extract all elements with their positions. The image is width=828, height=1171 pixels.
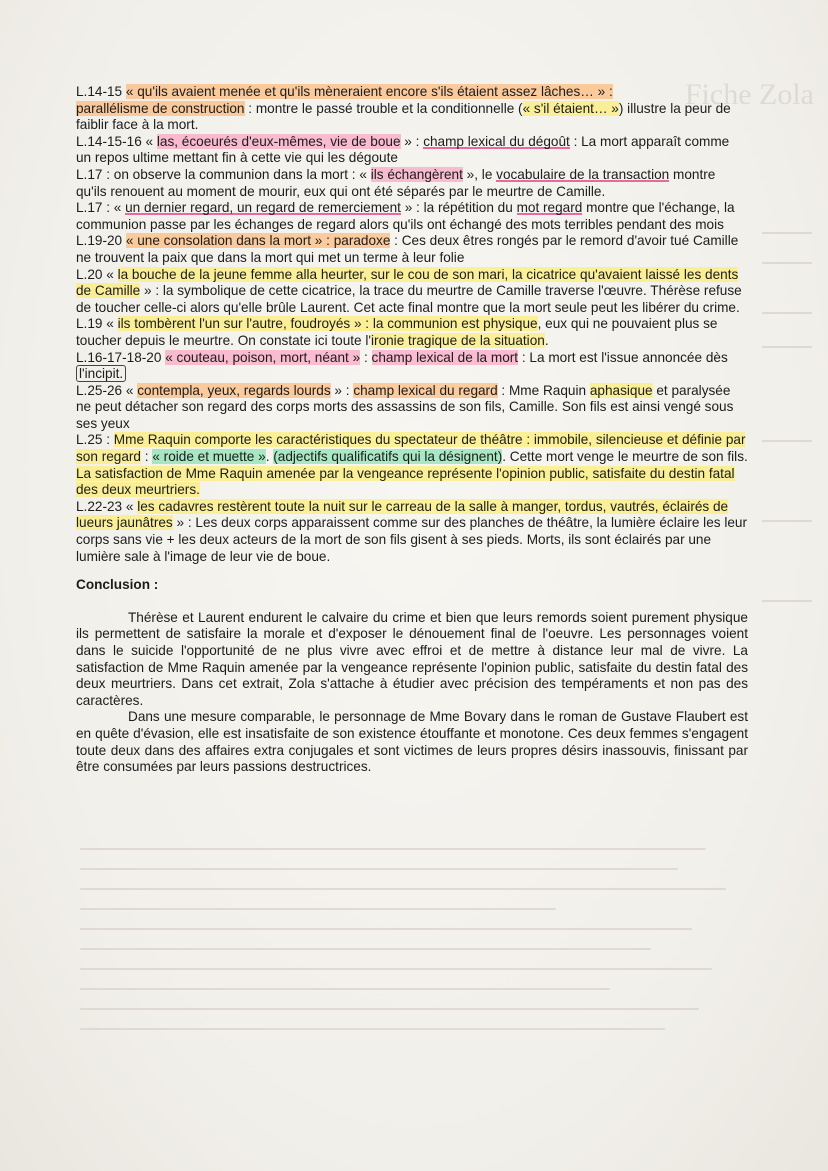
text-segment: : La mort apparaît comme un repos ultime mettant fin à cette vie qui les dégoute bbox=[76, 133, 730, 166]
text-segment: montre qu'ils renouent au moment de mourir, eux qui ont été séparés par le meurtre de Camille. bbox=[76, 166, 716, 199]
highlighted-text: champ lexical de la mort bbox=[371, 349, 519, 365]
highlighted-text: Mme Raquin comporte les caractéristiques du spectateur de théâtre : immobile, silencieuse et définie par son regard bbox=[76, 432, 746, 465]
bleed-through-lines bbox=[80, 830, 760, 1048]
highlighted-text: La satisfaction de Mme Raquin amenée par la vengeance représente l'opinion public, satisfaite du destin fatal des deux meurtriers. bbox=[76, 465, 735, 498]
highlighted-text: champ lexical du regard bbox=[353, 382, 498, 398]
highlighted-text: les cadavres restèrent toute la nuit sur le carreau de la salle à manger, tordus, vautrés, éclairés de lueurs jaunâtres bbox=[76, 498, 729, 531]
text-segment: : montre le passé trouble et la conditionnelle ( bbox=[244, 100, 523, 116]
highlighted-text: « une consolation dans la mort » : paradoxe bbox=[125, 233, 391, 249]
text-segment: » : bbox=[330, 382, 354, 398]
text-segment: et paralysée ne peut détacher son regard des corps morts des assassins de son fils, Camille. Son fils est ainsi vengé sous ses yeux bbox=[76, 382, 734, 431]
text-segment: : bbox=[141, 449, 153, 465]
text-segment: : bbox=[360, 349, 372, 365]
analysis-line bbox=[76, 134, 748, 167]
text-segment: L.16-17-18-20 bbox=[76, 349, 166, 365]
notes-content bbox=[76, 84, 748, 776]
highlighted-text: contempla, yeux, regards lourds bbox=[137, 382, 331, 398]
text-segment: » : la répétition du bbox=[400, 200, 517, 216]
highlighted-text: « s'il étaient… » bbox=[522, 100, 619, 116]
analysis-line bbox=[76, 350, 748, 383]
conclusion-paragraph-1: Thérèse et Laurent endurent le calvaire du crime et bien que leurs remords soient purement physique ils permettent de satisfaire la morale et d'exposer le dénouement final de l'oeuvre. Les personnages voient dans le suicide l'opportunité de ne plus vivre avec effroi et de mettre à distance leur mal de vivre. La satisfaction de Mme Raquin amenée par la vengeance représente l'opinion public, satisfaite du destin fatal des deux meurtriers. Dans cet extrait, Zola s'attache à étudier avec précision des tempéraments et non pas des caractères. bbox=[76, 609, 748, 708]
highlighted-text: ils échangèrent bbox=[370, 166, 463, 182]
text-segment: L.19 « bbox=[76, 316, 118, 332]
highlighted-text: aphasique bbox=[589, 382, 653, 398]
highlighted-text: champ lexical du dégoût bbox=[423, 133, 570, 149]
highlighted-text: ils tombèrent l'un sur l'autre, foudroyés » : la communion est physique bbox=[117, 316, 538, 332]
highlighted-text: ironie tragique de la situation bbox=[371, 332, 545, 348]
analysis-line bbox=[76, 84, 748, 101]
analysis-line bbox=[76, 383, 748, 433]
analysis-line bbox=[76, 499, 748, 565]
highlighted-text: l'incipit. bbox=[76, 365, 126, 382]
bleed-through-title: Fiche Zola bbox=[684, 78, 814, 111]
analysis-lines bbox=[76, 84, 748, 565]
text-segment: L.22-23 « bbox=[76, 498, 138, 514]
text-segment: » : la symbolique de cette cicatrice, la trace du meurtre de Camille traverse l'œuvre. Thérèse refuse de toucher celle-ci alors qu'elle brûle Laurent. Cet acte final montre que la mort seule peut les libérer du crime. bbox=[76, 283, 742, 315]
text-segment: » : Les deux corps apparaissent comme sur des planches de théâtre, la lumière éclaire les leur corps sans vie + les deux acteurs de la mort de son fils gisent à ses pieds. Morts, ils sont éclairés par une lumière sale à l'image de leur vie de boue. bbox=[76, 515, 747, 564]
conclusion-title: Conclusion : bbox=[76, 577, 159, 593]
text-segment: L.19-20 bbox=[76, 233, 126, 249]
text-segment: L.17 : « bbox=[76, 200, 126, 216]
text-segment: . bbox=[544, 332, 549, 348]
analysis-line bbox=[76, 432, 748, 498]
text-segment: L.14-15-16 « bbox=[76, 133, 157, 149]
analysis-line bbox=[76, 101, 748, 134]
text-segment: : La mort est l'issue annoncée dès bbox=[518, 349, 728, 365]
conclusion-section bbox=[76, 577, 748, 776]
highlighted-text: vocabulaire de la transaction bbox=[496, 166, 670, 182]
text-segment: montre que l'échange, la communion passe par les échanges de regard alors qu'ils ont échangé des mots terribles pendant des mois bbox=[76, 200, 735, 232]
analysis-line bbox=[76, 200, 748, 233]
text-segment: L.17 : on observe la communion dans la mort : « bbox=[76, 166, 371, 182]
analysis-line bbox=[76, 316, 748, 349]
highlighted-text: « qu'ils avaient menée et qu'ils mèneraient encore s'ils étaient assez lâches… » : bbox=[125, 84, 613, 99]
highlighted-text: mot regard bbox=[516, 200, 583, 216]
highlighted-text: « roide et muette » bbox=[152, 449, 266, 465]
text-segment: . Cette mort venge le meurtre de son fils. bbox=[502, 449, 748, 465]
text-segment: , eux qui ne pouvaient plus se toucher depuis le meurtre. On constate ici toute l' bbox=[76, 316, 718, 348]
conclusion-paragraph-2: Dans une mesure comparable, le personnage de Mme Bovary dans le roman de Gustave Flaubert est en quête d'évasion, elle est insatisfaite de son existence étouffante et monotone. Ces deux femmes s'engagent toute deux dans des affaires extra conjugales et sont victimes de leurs propres désirs inassouvis, finissant par être consumées par leurs passions destructrices. bbox=[76, 709, 748, 775]
analysis-line bbox=[76, 233, 748, 266]
text-segment: L.20 « bbox=[76, 266, 118, 282]
highlighted-text: (adjectifs qualificatifs qui la désignent) bbox=[273, 449, 503, 465]
highlighted-text: la bouche de la jeune femme alla heurter, sur le cou de son mari, la cicatrice qu'avaient laissé les dents de Camille bbox=[76, 266, 739, 299]
highlighted-text: un dernier regard, un regard de remerciement bbox=[125, 200, 401, 216]
text-segment: L.25-26 « bbox=[76, 382, 138, 398]
text-segment: L.14-15 bbox=[76, 84, 126, 99]
text-segment: » : bbox=[400, 133, 424, 149]
text-segment: », le bbox=[462, 166, 497, 182]
text-segment: . bbox=[265, 449, 274, 465]
highlighted-text: « couteau, poison, mort, néant » bbox=[165, 349, 361, 365]
text-segment: L.25 : bbox=[76, 432, 114, 448]
highlighted-text: las, écoeurés d'eux-mêmes, vie de boue bbox=[156, 133, 401, 149]
analysis-line bbox=[76, 167, 748, 200]
text-segment: ) illustre la peur de faiblir face à la mort. bbox=[76, 100, 731, 133]
highlighted-text: parallélisme de construction bbox=[76, 100, 245, 116]
text-segment: : Ces deux êtres rongés par le remord d'avoir tué Camille ne trouvent la paix que dans la mort qui met un terme à leur folie bbox=[76, 233, 739, 265]
text-segment: : Mme Raquin bbox=[497, 382, 590, 398]
analysis-line bbox=[76, 267, 748, 317]
